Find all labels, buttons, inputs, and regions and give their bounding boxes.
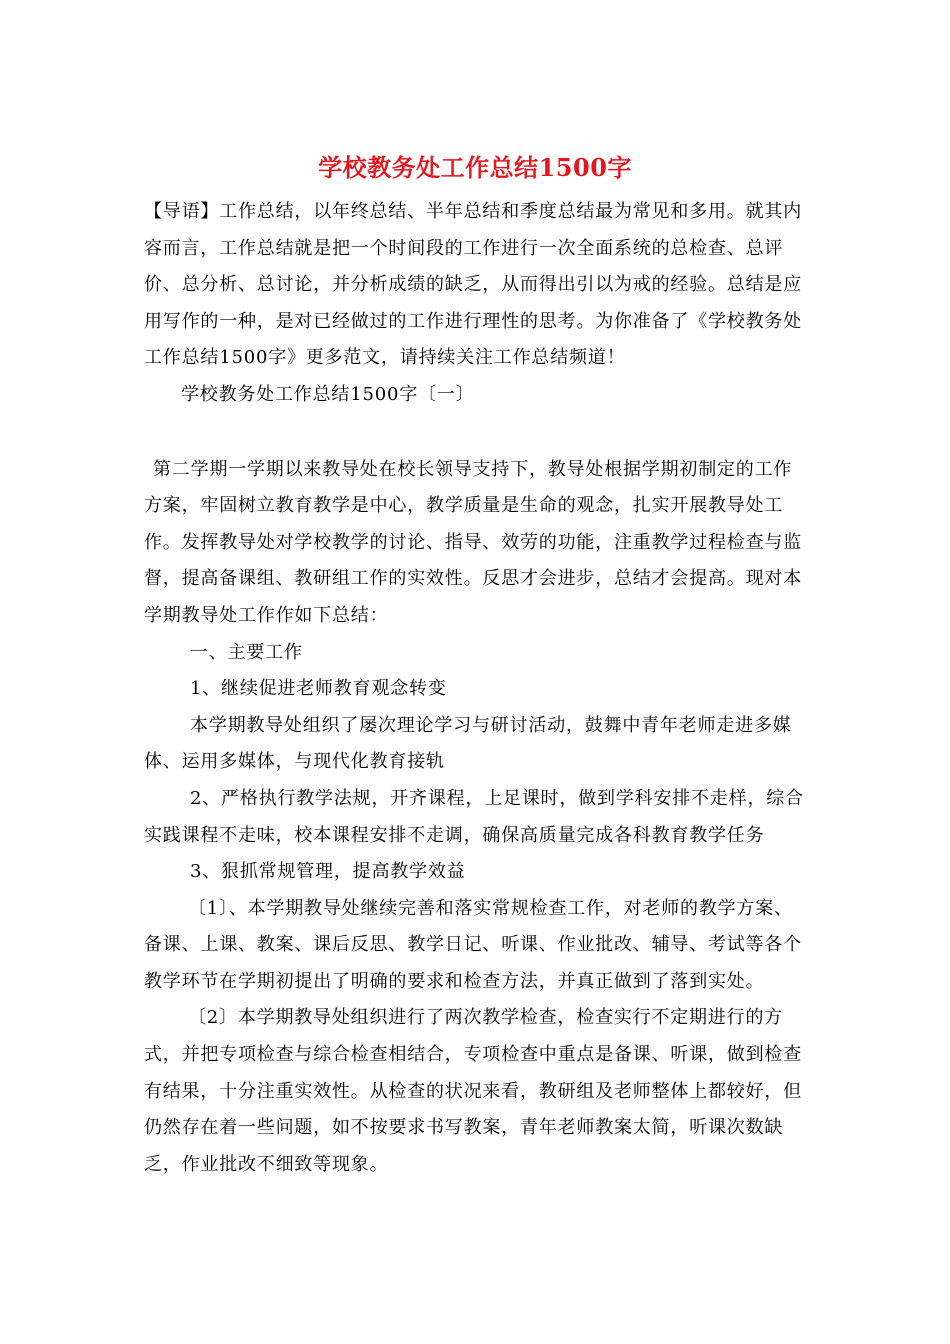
item3-sub1: 〔1〕、本学期教导处继续完善和落实常规检查工作，对老师的教学方案、备课、上课、教案、课后反思、教学日记、听课、作业批改、辅导、考试等各个教学环节在学期初提出了明确的要求和检查方法，并真正做到了落到实处。 <box>144 897 802 992</box>
opening-paragraph: 第二学期一学期以来教导处在校长领导支持下，教导处根据学期初制定的工作方案，牢固树立教育教学是中心，教学质量是生命的观念，扎实开展教导处工作。发挥教导处对学校教学的讨论、指导、效劳的功能，注重教学过程检查与监督，提高备课组、教研组工作的实效性。反思才会进步，总结才会提高。现对本学期教导处工作作如下总结： <box>144 458 802 626</box>
item3-heading: 3、狠抓常规管理，提高教学效益 <box>190 861 466 883</box>
intro-paragraph: 【导语】工作总结，以年终总结、半年总结和季度总结最为常见和多用。就其内容而言，工作总结就是把一个时间段的工作进行一次全面系统的总检查、总评价、总分析、总讨论，并分析成绩的缺乏，从而得出引以为戒的经验。总结是应用写作的一种，是对已经做过的工作进行理性的思考。为你准备了《学校教务处工作总结1500字》更多范文，请持续关注工作总结频道！ <box>144 201 802 369</box>
document-title: 学校教务处工作总结1500字 <box>318 153 632 182</box>
section-subtitle: 学校教务处工作总结1500字〔一〕 <box>181 383 475 405</box>
item1-body: 本学期教导处组织了屡次理论学习与研讨活动，鼓舞中青年老师走进多媒体、运用多媒体，与现代化教育接轨 <box>144 714 792 773</box>
item3-sub2: 〔2〕本学期教导处组织进行了两次教学检查，检查实行不定期进行的方式，并把专项检查与综合检查相结合，专项检查中重点是备课、听课，做到检查有结果，十分注重实效性。从检查的状况来看，教研组及老师整体上都较好，但仍然存在着一些问题，如不按要求书写教案，青年老师教案太简，听课次数缺乏，作业批改不细致等现象。 <box>144 1007 802 1175</box>
heading-main-work: 一、主要工作 <box>190 641 303 663</box>
blank-line <box>144 414 804 452</box>
document-body <box>144 194 804 1183</box>
item2-body: 2、严格执行教学法规，开齐课程，上足课时，做到学科安排不走样，综合实践课程不走味，校本课程安排不走调，确保高质量完成各科教育教学任务 <box>144 787 804 846</box>
item1-heading: 1、继续促进老师教育观念转变 <box>190 678 447 700</box>
